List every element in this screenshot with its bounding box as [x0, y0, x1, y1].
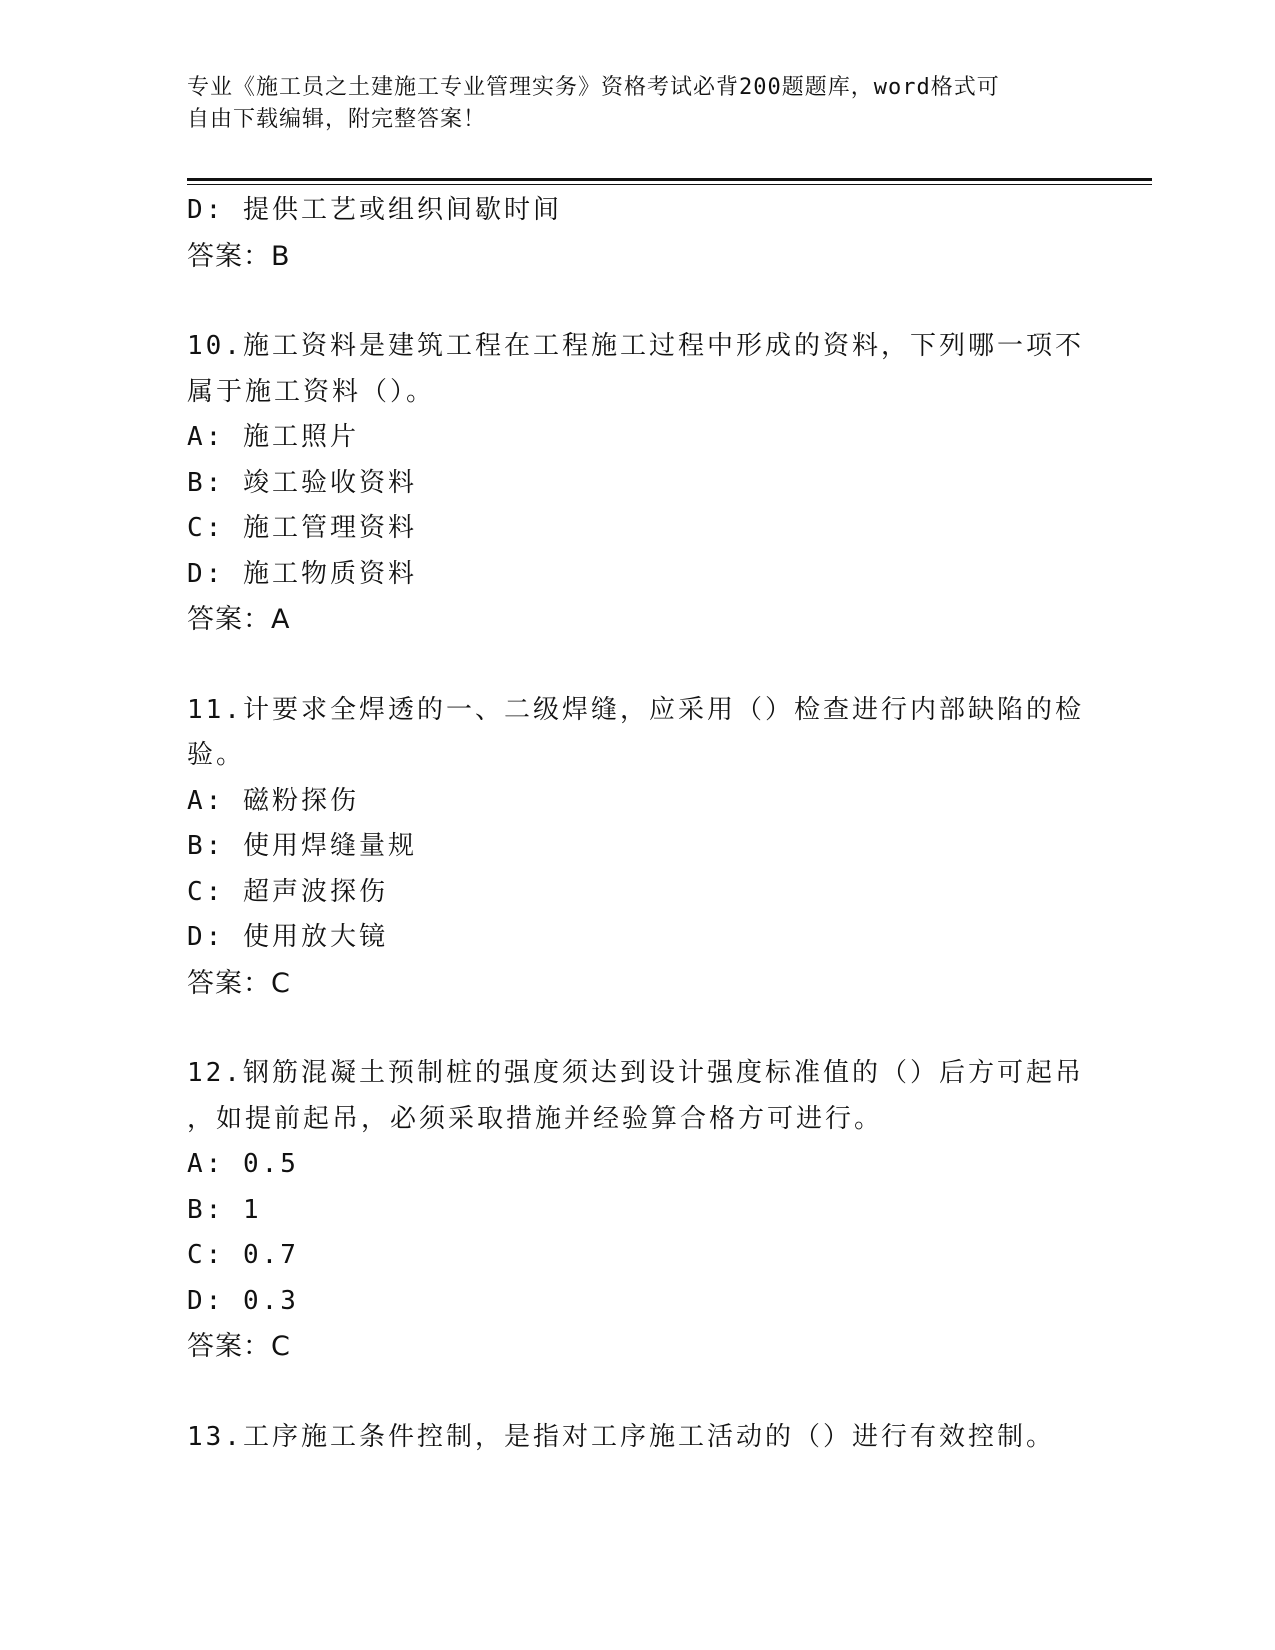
- option-b: B: 1: [187, 1194, 262, 1225]
- question-stem-line: 11.计要求全焊透的一、二级焊缝，应采用（）检查进行内部缺陷的检: [187, 694, 1084, 725]
- header-rule-thin: [187, 184, 1152, 185]
- question-stem-line: 验。: [187, 740, 246, 770]
- answer-line: 答案：A: [187, 604, 291, 635]
- option-d: D: 施工物质资料: [187, 558, 417, 589]
- header-line-2: 自由下载编辑，附完整答案！: [187, 107, 487, 132]
- option-d: D: 0.3: [187, 1285, 299, 1316]
- option-d: D: 提供工艺或组织间歇时间: [187, 195, 562, 225]
- question-10: [187, 324, 1087, 643]
- option-c: C: 超声波探伤: [187, 876, 388, 907]
- question-stem-line: 12.钢筋混凝土预制桩的强度须达到设计强度标准值的（）后方可起吊: [187, 1058, 1084, 1088]
- answer-line: 答案：C: [187, 967, 291, 999]
- answer-line: 答案：C: [187, 1331, 291, 1362]
- question-13: [187, 1415, 1087, 1461]
- question-stem-line: 10.施工资料是建筑工程在工程施工过程中形成的资料，下列哪一项不: [187, 331, 1084, 361]
- header-rule-thick: [187, 178, 1152, 181]
- answer-line: 答案：B: [187, 240, 291, 272]
- option-d: D: 使用放大镜: [187, 922, 388, 952]
- option-a: A: 施工照片: [187, 422, 359, 452]
- question-stem-line: ，如提前起吊，必须采取措施并经验算合格方可进行。: [187, 1103, 884, 1134]
- page-header: [187, 72, 1067, 136]
- question-stem-line: 属于施工资料（）。: [187, 376, 436, 407]
- question-list: [187, 188, 1087, 1460]
- option-b: B: 竣工验收资料: [187, 467, 417, 498]
- question-11: [187, 688, 1087, 1007]
- question-12: [187, 1051, 1087, 1370]
- header-line-1: 专业《施工员之土建施工专业管理实务》资格考试必背200题题库，word格式可: [187, 75, 1000, 100]
- option-a: A: 磁粉探伤: [187, 785, 359, 816]
- option-b: B: 使用焊缝量规: [187, 831, 417, 861]
- option-a: A: 0.5: [187, 1149, 299, 1179]
- carryover-question: [187, 188, 1087, 279]
- option-c: C: 施工管理资料: [187, 513, 417, 543]
- question-stem-line: 13.工序施工条件控制，是指对工序施工活动的（）进行有效控制。: [187, 1421, 1055, 1452]
- option-c: C: 0.7: [187, 1240, 299, 1270]
